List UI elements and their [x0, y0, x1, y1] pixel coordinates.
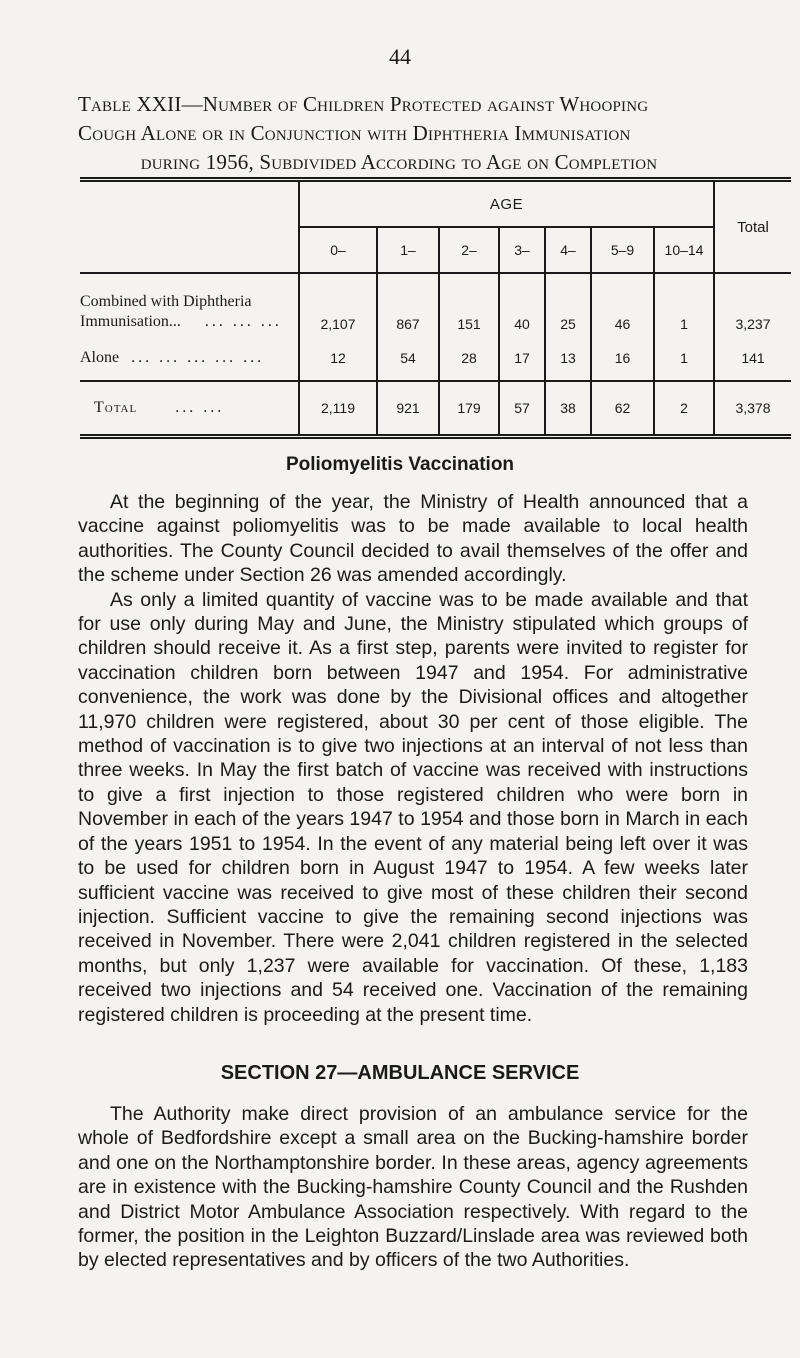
table-cell-total: 3,237	[714, 273, 791, 336]
table-title	[78, 90, 748, 177]
polio-heading: Poliomyelitis Vaccination	[285, 454, 515, 475]
paragraph: At the beginning of the year, the Ministry of Health announced that a vaccine against poliomyelitis was to be made available to local health authorities. The County Council decided to avail themselves of the offer and the scheme under Section 26 was amended accordingly.	[78, 491, 748, 587]
table-row	[80, 273, 791, 336]
table-row	[80, 336, 791, 381]
table-cell-total: 3,378	[714, 381, 791, 437]
table-cell: 2	[654, 381, 714, 437]
age-col-header: 4–	[545, 227, 591, 273]
table-cell: 1	[654, 336, 714, 381]
table-cell: 867	[377, 273, 439, 336]
table-cell: 2,119	[299, 381, 377, 437]
table-title-line1: Table XXII—Number of Children Protected against Whooping	[78, 92, 649, 116]
table-corner-cell	[80, 180, 299, 274]
table-cell: 57	[499, 381, 545, 437]
table-cell: 62	[591, 381, 654, 437]
table-cell: 16	[591, 336, 654, 381]
row-label-line: Combined with Diphtheria	[80, 293, 252, 310]
age-col-header: 10–14	[654, 227, 714, 273]
row-label-alone	[80, 336, 299, 381]
table-cell: 54	[377, 336, 439, 381]
page-number: 44	[389, 44, 411, 69]
table-cell: 2,107	[299, 273, 377, 336]
age-col-header: 3–	[499, 227, 545, 273]
leader-dots: ... ... ... ... ...	[131, 349, 265, 366]
age-col-header: 1–	[377, 227, 439, 273]
leader-dots: ... ...	[175, 399, 225, 416]
row-label-combined	[80, 273, 299, 336]
age-col-header: 5–9	[591, 227, 654, 273]
table-cell: 25	[545, 273, 591, 336]
leader-dots: ... ... ...	[204, 313, 282, 330]
table-cell-total: 141	[714, 336, 791, 381]
table-cell: 12	[299, 336, 377, 381]
table-cell: 13	[545, 336, 591, 381]
polio-body	[78, 490, 748, 1027]
paragraph: The Authority make direct provision of an ambulance service for the whole of Bedfordshire except a small area on the Bucking-hamshire border and one on the Northamptonshire border. In these areas, agency agreements are in existence with the Bucking-hamshire County Council and the Rushden and District Motor Ambulance Association respectively. With regard to the former, the position in the Leighton Buzzard/Linslade area was reviewed both by elected representatives and by officers of the two Authorities.	[78, 1103, 748, 1272]
table-cell: 1	[654, 273, 714, 336]
paragraph: As only a limited quantity of vaccine was to be made available and that for use only during May and June, the Ministry stipulated which groups of children should receive it. As a first step, parents were invited to register for vaccination children born between 1947 and 1954. For administrative convenience, the work was done by the Divisional offices and altogether 11,970 children were registered, about 30 per cent of those eligible. The method of vaccination is to give two injections at an interval of not less than three weeks. In May the first batch of vaccine was received with instructions to give a first injection to those registered children who were born in November in each of the years 1947 to 1954 and those born in March in each of the years 1951 to 1954. In the event of any material being left over it was to be used for children born in August 1947 to 1954. A few weeks later sufficient vaccine was received to give most of these children their second injection. Sufficient vaccine to give the remaining second injections was received in November. There were 2,041 children registered in the selected months, but only 1,237 were available for vaccination. Of these, 1,183 received two injections and 54 received one. Vaccination of the remaining registered children is proceeding at the present time.	[78, 588, 748, 1026]
ambulance-body	[78, 1102, 748, 1273]
table-cell: 921	[377, 381, 439, 437]
ambulance-heading: SECTION 27—AMBULANCE SERVICE	[220, 1062, 580, 1084]
table-cell: 179	[439, 381, 499, 437]
age-col-header: 0–	[299, 227, 377, 273]
table-cell: 28	[439, 336, 499, 381]
table-title-line3: during 1956, Subdivided According to Age on Completion	[140, 150, 658, 174]
table-cell: 46	[591, 273, 654, 336]
row-label-line: Alone	[80, 349, 120, 366]
table-header-row	[80, 180, 791, 228]
table-total-row	[80, 381, 791, 437]
table-cell: 151	[439, 273, 499, 336]
row-label-line: Total	[94, 399, 138, 416]
total-header: Total	[714, 180, 791, 274]
table-cell: 17	[499, 336, 545, 381]
age-col-header: 2–	[439, 227, 499, 273]
table-cell: 38	[545, 381, 591, 437]
row-label-total	[80, 381, 299, 437]
immunisation-table	[80, 177, 791, 439]
table-title-line2: Cough Alone or in Conjunction with Diphtheria Immunisation	[78, 121, 631, 145]
row-label-line: Immunisation...	[80, 313, 181, 330]
table-cell: 40	[499, 273, 545, 336]
age-header: AGE	[299, 180, 714, 228]
